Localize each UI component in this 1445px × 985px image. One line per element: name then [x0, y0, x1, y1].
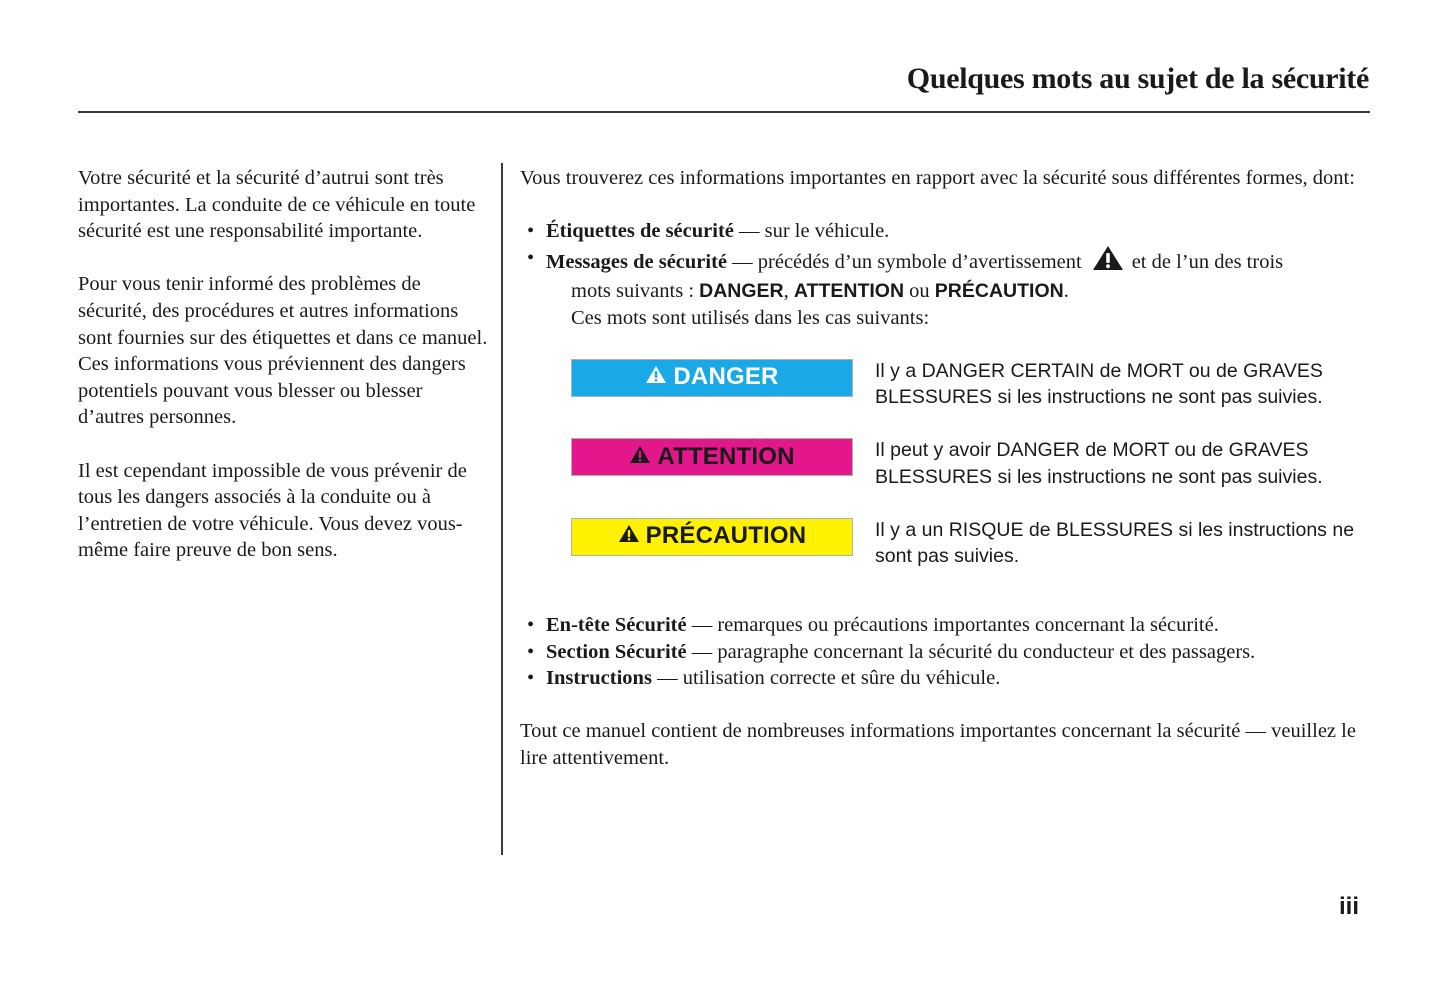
dash: — [686, 614, 718, 637]
precaution-label: PRÉCAUTION [645, 522, 807, 550]
safety-section-text: paragraphe concernant la sécurité du conducteur et des passagers. [717, 640, 1256, 663]
separator: ou [904, 280, 935, 303]
list-item-safety-labels [520, 218, 1370, 245]
list-item-safety-header [520, 612, 1370, 639]
attention-description: Il peut y avoir DANGER de MORT ou de GRAVES BLESSURES si les instructions ne sont pas suivies. [875, 439, 1323, 488]
separator: , [783, 280, 794, 303]
list-item-safety-section [520, 639, 1370, 666]
signal-row-precaution [571, 517, 1370, 597]
signal-level-table [571, 358, 1370, 597]
instructions-text: utilisation correcte et sûre du véhicule. [682, 667, 1001, 690]
signal-words-line [520, 278, 1370, 305]
signal-word-danger: DANGER [699, 280, 784, 303]
term-safety-messages: Messages de sécurité [546, 250, 728, 273]
precaution-badge [571, 518, 853, 556]
list-item-instructions [520, 665, 1370, 692]
dash: — [727, 250, 758, 273]
signal-row-attention [571, 437, 1370, 517]
safety-forms-list-top [520, 218, 1370, 278]
safety-forms-list-bottom [520, 612, 1370, 692]
signal-word-attention: ATTENTION [793, 280, 905, 303]
safety-messages-text-after: et de l’un des trois [1131, 250, 1284, 273]
column-divider [501, 163, 503, 855]
danger-label: DANGER [673, 363, 779, 391]
closing-paragraph: Tout ce manuel contient de nombreuses informations importantes concernant la sécurité — veuillez le lire attentivement. [520, 720, 1356, 770]
left-column [78, 165, 488, 591]
title-rule [78, 111, 1370, 113]
attention-badge [571, 438, 853, 476]
signal-words-prefix: mots suivants : [571, 280, 700, 303]
danger-description: Il y a DANGER CERTAIN de MORT ou de GRAVES BLESSURES si les instructions ne sont pas suivies. [875, 359, 1323, 409]
period: . [1063, 280, 1069, 303]
usage-line: Ces mots sont utilisés dans les cas suivants: [571, 306, 930, 329]
precaution-description: Il y a un RISQUE de BLESSURES si les instructions ne sont pas suivies. [875, 518, 1355, 568]
page-title: Quelques mots au sujet de la sécurité [906, 62, 1369, 95]
term-safety-header: En-tête Sécurité [546, 614, 687, 637]
dash: — [686, 640, 718, 663]
term-safety-section: Section Sécurité [546, 640, 687, 663]
right-column [520, 165, 1370, 772]
safety-labels-text: sur le véhicule. [764, 220, 890, 243]
dash: — [651, 667, 683, 690]
attention-label: ATTENTION [657, 442, 795, 470]
warning-triangle-icon [1092, 245, 1124, 279]
term-instructions: Instructions [546, 667, 652, 690]
warning-triangle-icon [629, 444, 657, 471]
safety-header-text: remarques ou précautions importantes concernant la sécurité. [717, 614, 1219, 637]
warning-triangle-icon [618, 523, 646, 550]
safety-messages-text: précédés d’un symbole d’avertissement [757, 250, 1082, 273]
list-item-safety-messages [520, 245, 1370, 279]
signal-row-danger [571, 358, 1370, 438]
term-safety-labels: Étiquettes de sécurité [546, 220, 734, 243]
information-paragraph: Pour vous tenir informé des problèmes de sécurité, des procédures et autres informations sont fournies sur des étiquettes et dans ce manuel. Ces informations vous préviennent des dangers potentiels pouvant vous blesser ou blesser d’autres personnes. [78, 273, 488, 429]
signal-word-precaution: PRÉCAUTION [934, 280, 1064, 303]
page-number: iii [1338, 893, 1359, 920]
warning-triangle-icon [645, 364, 673, 391]
common-sense-paragraph: Il est cependant impossible de vous prévenir de tous les dangers associés à la conduite ou à l’entretien de votre véhicule. Vous devez vous-même faire preuve de bon sens. [78, 459, 467, 562]
dash: — [733, 220, 765, 243]
intro-paragraph: Votre sécurité et la sécurité d’autrui sont très importantes. La conduite de ce véhicule en toute sécurité est une responsabilité importante. [78, 167, 476, 243]
danger-badge [571, 359, 853, 397]
forms-intro: Vous trouverez ces informations importantes en rapport avec la sécurité sous différentes formes, dont: [520, 167, 1355, 189]
